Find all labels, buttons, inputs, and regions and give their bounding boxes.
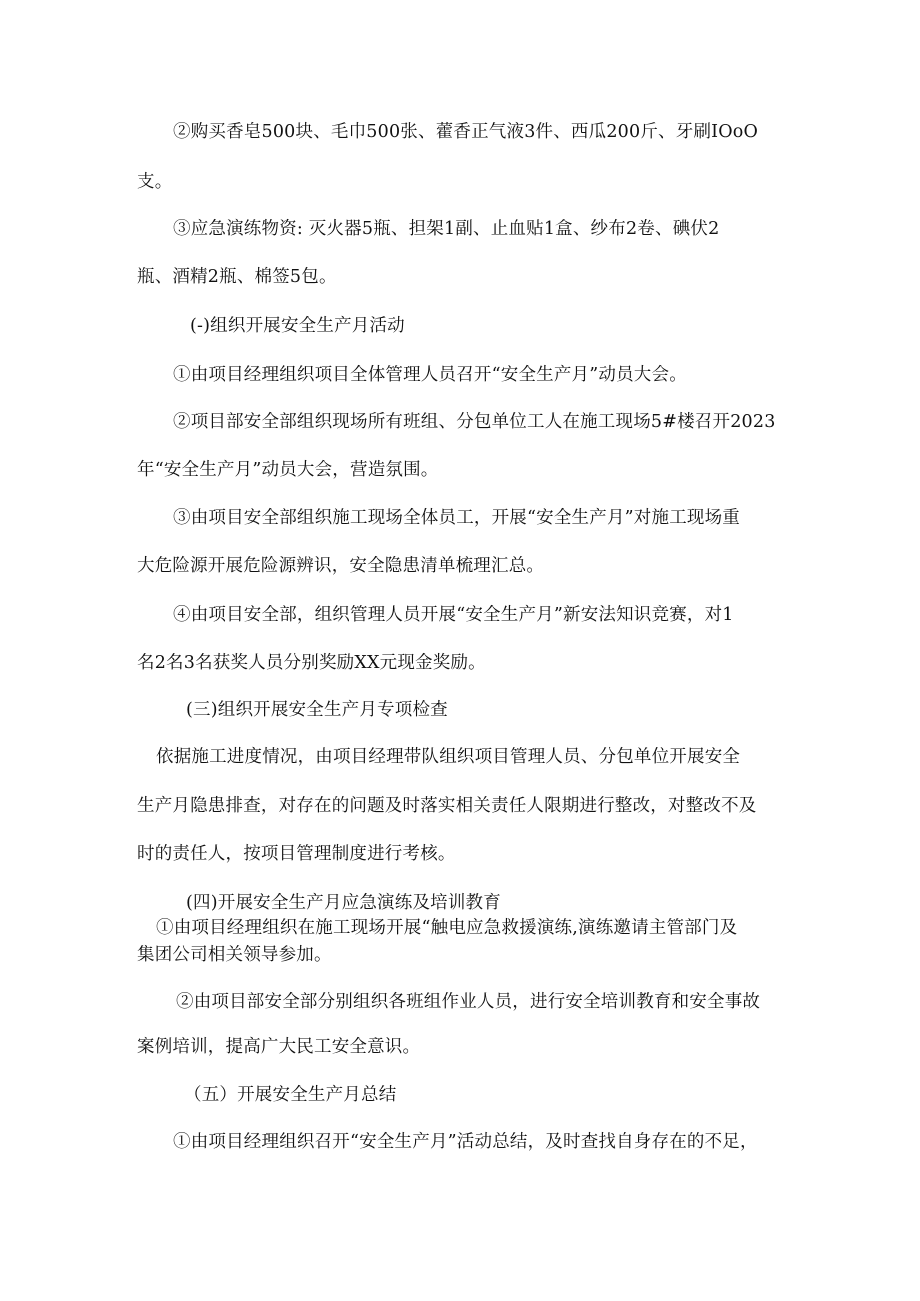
text-line: 支。 [137,172,173,192]
text-line: ④由项目安全部，组织管理人员开展“安全生产月”新安法知识竞赛，对1 [173,605,734,625]
text-line: ②项目部安全部组织现场所有班组、分包单位工人在施工现场5#楼召开2023 [173,412,776,432]
text-line: ③由项目安全部组织施工现场全体员工，开展“安全生产月”对施工现场重 [173,508,740,528]
section-heading: (三)组织开展安全生产月专项检查 [186,700,448,720]
text-line: ①由项目经理组织召开“安全生产月”活动总结，及时查找自身存在的不足， [173,1132,758,1152]
text-line: 瓶、酒精2瓶、棉签5包。 [137,267,337,287]
text-line: ②由项目部安全部分别组织各班组作业人员，进行安全培训教育和安全事故 [176,992,761,1012]
text-line: 案例培训，提高广大民工安全意识。 [137,1037,421,1057]
text-line: 生产月隐患排查，对存在的问题及时落实相关责任人限期进行整改，对整改不及 [137,796,757,816]
text-line: ②购买香皂500块、毛巾500张、藿香正气液3件、西瓜200斤、牙刷IOoO [173,122,759,142]
text-line: 名2名3名获奖人员分别奖励XX元现金奖励。 [137,653,486,673]
text-line: 时的责任人，按项目管理制度进行考核。 [137,844,456,864]
text-line: ①由项目经理组织项目全体管理人员召开“安全生产月”动员大会。 [173,365,687,385]
text-line: ③应急演练物资: 灭火器5瓶、担架1副、止血贴1盒、纱布2卷、碘伏2 [173,219,720,239]
text-line: ①由项目经理组织在施工现场开展“触电应急救援演练,演练邀请主管部门及 [156,918,738,938]
section-heading: (四)开展安全生产月应急演练及培训教育 [186,893,501,913]
text-line: 大危险源开展危险源辨识，安全隐患清单梳理汇总。 [137,556,545,576]
text-line: 依据施工进度情况，由项目经理带队组织项目管理人员、分包单位开展安全 [156,747,741,767]
text-line: 集团公司相关领导参加。 [137,945,332,965]
text-line: 年“安全生产月”动员大会，营造氛围。 [137,460,439,480]
section-heading: （五）开展安全生产月总结 [184,1085,397,1105]
section-heading: (-)组织开展安全生产月活动 [190,316,405,336]
